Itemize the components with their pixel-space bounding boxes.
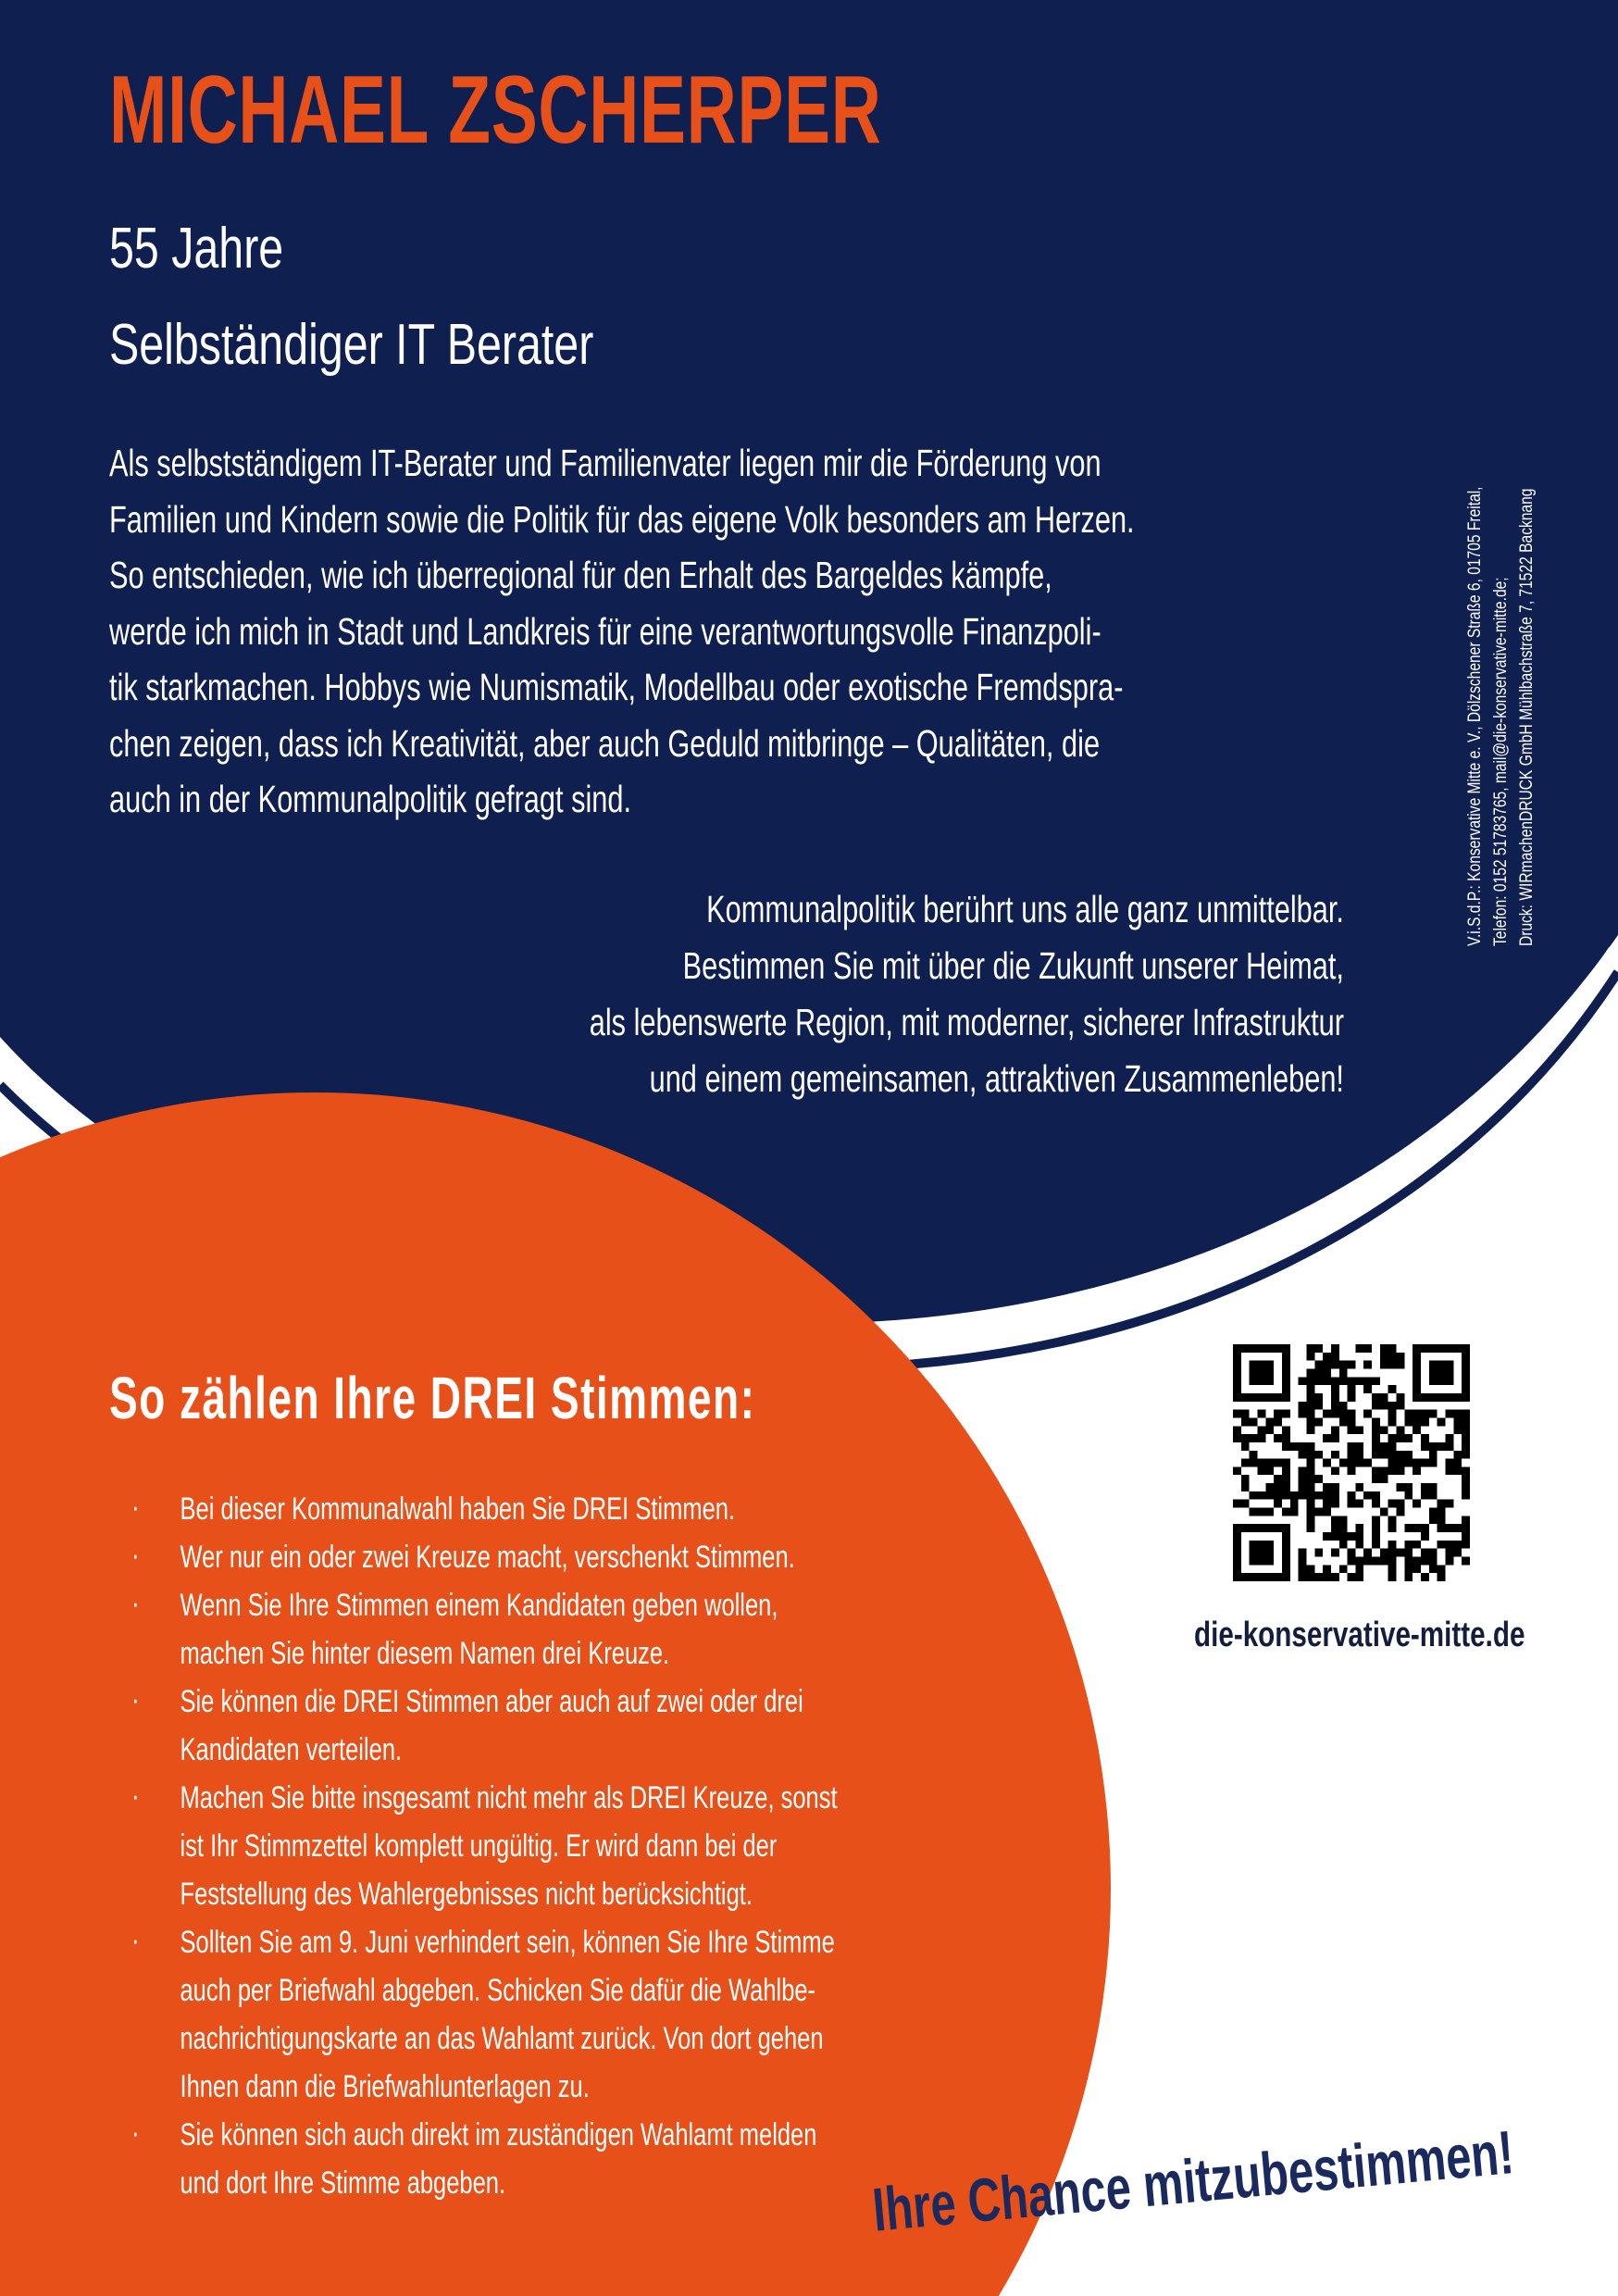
qr-code-icon[interactable] [1233,1344,1470,1581]
bio-line: auch in der Kommunalpolitik gefragt sind. [109,778,632,820]
list-item: · Machen Sie bitte insgesamt nicht mehr als DREI Kreuze, sonst ist Ihr Stimmzettel komplett ungültig. Er wird dann bei der Feststellung des Wahlergebnisses nicht berücksichtigt. [131,1774,826,1918]
closing-statement [590,881,1344,1107]
list-item: · Bei dieser Kommunalwahl haben Sie DREI Stimmen. [131,1485,826,1533]
closing-line: als lebenswerte Region, mit moderner, sicherer Infrastruktur [589,1001,1344,1043]
list-item: · Wenn Sie Ihre Stimmen einem Kandidaten geben wollen, machen Sie hinter diesem Namen drei Kreuze. [131,1581,826,1678]
bio-line: chen zeigen, dass ich Kreativität, aber auch Geduld mitbringe – Qualitäten, die [109,721,1101,765]
bio-line: Familien und Kindern sowie die Politik für das eigene Volk besonders am Herzen. [109,497,1135,541]
bio-line: tik starkmachen. Hobbys wie Numismatik, Modellbau oder exotische Fremdspra- [109,666,1124,708]
closing-line: Kommunalpolitik berührt uns alle ganz unmittelbar. [706,888,1344,930]
votes-heading: So zählen Ihre DREI Stimmen: [109,1365,756,1431]
website-link[interactable]: die-konservative-mitte.de [1194,1616,1525,1654]
candidate-bio [109,435,1408,828]
list-item: · Sie können sich auch direkt im zuständigen Wahlamt melden und dort Ihre Stimme abgeben. [131,2111,826,2207]
bio-line: So entschieden, wie ich überregional für den Erhalt des Bargeldes kämpfe, [109,554,1052,596]
candidate-name: MICHAEL ZSCHERPER [109,56,882,164]
candidate-profession: Selbständiger IT Berater [109,313,594,377]
imprint-line: Druck: WIRmachenDRUCK GmbH Mühlbachstraße 7, 71522 Backnang [1517,488,1537,946]
bio-line: Als selbstständigem IT-Berater und Familienvater liegen mir die Förderung von [109,442,1101,484]
imprint [1462,298,1540,946]
slogan: Ihre Chance mitzubestimmen! [869,2117,1517,2244]
list-item: · Sollten Sie am 9. Juni verhindert sein, können Sie Ihre Stimme auch per Briefwahl abgeben. Schicken Sie dafür die Wahlbe- nachrichtigungskarte an das Wahlamt zurück. Von dort gehen Ihnen dann die Briefwahlunterlagen zu. [131,1918,826,2111]
list-item: · Wer nur ein oder zwei Kreuze macht, verschenkt Stimmen. [131,1533,826,1581]
imprint-line: V.i.S.d.P.: Konservative Mitte e. V., Dölzschener Straße 6, 01705 Freital, [1465,486,1485,946]
closing-line: und einem gemeinsamen, attraktiven Zusammenleben! [649,1057,1344,1100]
bio-line: werde ich mich in Stadt und Landkreis für eine verantwortungsvolle Finanzpoli- [109,609,1101,653]
candidate-age: 55 Jahre [109,217,284,281]
list-item: · Sie können die DREI Stimmen aber auch auf zwei oder drei Kandidaten verteilen. [131,1678,826,1774]
closing-line: Bestimmen Sie mit über die Zukunft unserer Heimat, [682,944,1344,987]
votes-list [131,1485,838,2207]
imprint-line: Telefon: 0152 51783765, mail@die-konservative-mitte.de; [1491,577,1511,946]
